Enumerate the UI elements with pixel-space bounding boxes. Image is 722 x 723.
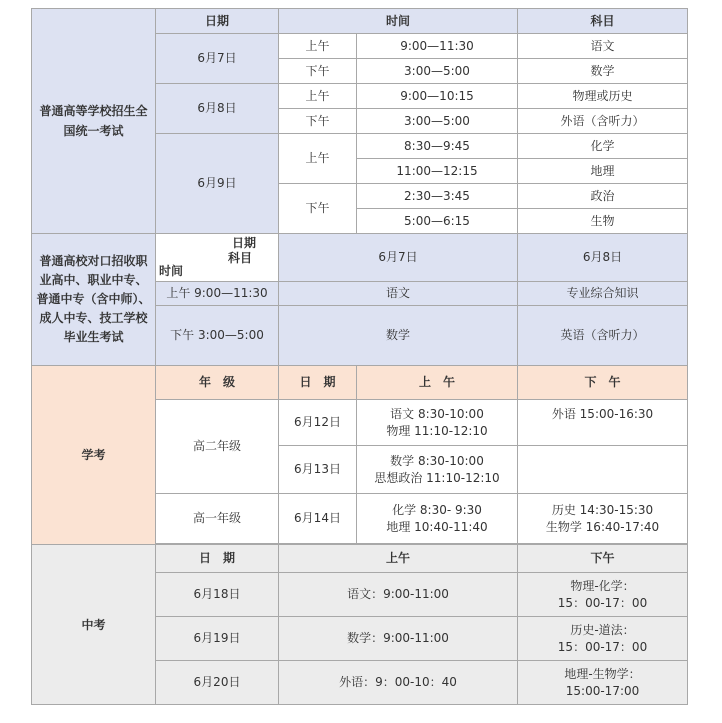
pm-cell (518, 617, 688, 661)
date-cell: 6月19日 (156, 617, 279, 661)
half-cell: 上午 (279, 134, 357, 184)
header-pm: 下 午 (518, 366, 688, 400)
date-cell: 6月12日 (279, 400, 357, 446)
date-cell: 6月9日 (156, 134, 279, 234)
pm-line: 地理-生物学： (564, 666, 641, 681)
am-line: 数学 8:30-10:00 (390, 453, 484, 468)
diag-bottom-label: 时间 (159, 264, 184, 278)
date-cell: 6月8日 (156, 84, 279, 134)
time-cell: 3:00—5:00 (357, 59, 518, 84)
time-cell: 3:00—5:00 (357, 109, 518, 134)
exam-schedule (31, 8, 687, 705)
pm-line: 物理-化学： (570, 578, 635, 593)
section-zhongkao: 中考 (32, 545, 156, 705)
pm-cell (518, 661, 688, 705)
exam-schedule-table (31, 8, 688, 705)
time-cell: 11:00—12:15 (357, 159, 518, 184)
pm-line: 历史-道法： (570, 622, 635, 637)
header-am: 上午 (279, 545, 518, 573)
subject-cell: 政治 (518, 184, 688, 209)
pm-cell (518, 400, 688, 446)
section-xuekao: 学考 (32, 366, 156, 545)
header-date: 日 期 (156, 545, 279, 573)
time-cell: 下午 3:00—5:00 (156, 306, 279, 366)
am-cell (357, 400, 518, 446)
half-cell: 上午 (279, 84, 357, 109)
subject-cell: 地理 (518, 159, 688, 184)
section-gaokao: 普通高等学校招生全国统一考试 (32, 9, 156, 234)
time-cell: 上午 9:00—11:30 (156, 282, 279, 306)
date-header: 6月7日 (279, 234, 518, 282)
am-cell (357, 446, 518, 494)
date-header: 6月8日 (518, 234, 688, 282)
date-cell: 6月13日 (279, 446, 357, 494)
date-cell: 6月20日 (156, 661, 279, 705)
time-cell: 5:00—6:15 (357, 209, 518, 234)
pm-cell (518, 494, 688, 544)
time-cell: 2:30—3:45 (357, 184, 518, 209)
subject-cell: 专业综合知识 (518, 282, 688, 306)
diag-top-label: 日期 (231, 236, 256, 250)
diag-middle-label: 科目 (228, 251, 253, 265)
subject-cell: 语文 (518, 34, 688, 59)
header-am: 上 午 (357, 366, 518, 400)
pm-line: 生物学 16:40-17:40 (545, 519, 660, 534)
diagonal-header-cell (156, 234, 279, 282)
header-grade: 年 级 (156, 366, 279, 400)
am-cell: 数学：9:00-11:00 (279, 617, 518, 661)
am-line: 语文 8:30-10:00 (390, 406, 484, 421)
subject-cell: 外语（含听力） (518, 109, 688, 134)
am-cell (357, 494, 518, 544)
subject-cell: 化学 (518, 134, 688, 159)
time-cell: 9:00—10:15 (357, 84, 518, 109)
date-cell: 6月14日 (279, 494, 357, 544)
header-subject: 科目 (518, 9, 688, 34)
am-line: 化学 8:30- 9:30 (392, 502, 482, 517)
am-line: 思想政治 11:10-12:10 (374, 470, 500, 485)
subject-cell: 生物 (518, 209, 688, 234)
grade-cell: 高二年级 (156, 400, 279, 494)
subject-cell: 语文 (279, 282, 518, 306)
header-date: 日期 (156, 9, 279, 34)
pm-line: 15：00-17：00 (557, 639, 648, 654)
header-pm: 下午 (518, 545, 688, 573)
half-cell: 下午 (279, 109, 357, 134)
pm-cell (518, 446, 688, 494)
am-cell: 外语：9：00-10：40 (279, 661, 518, 705)
half-cell: 下午 (279, 59, 357, 84)
pm-line: 15:00-17:00 (565, 683, 640, 698)
header-time: 时间 (279, 9, 518, 34)
pm-line: 15：00-17：00 (557, 595, 648, 610)
subject-cell: 数学 (518, 59, 688, 84)
am-line: 物理 11:10-12:10 (386, 423, 488, 438)
pm-cell (518, 573, 688, 617)
section-duikou: 普通高校对口招收职业高中、职业中专、普通中专（含中师）、成人中专、技工学校毕业生考试 (32, 234, 156, 366)
subject-cell: 数学 (279, 306, 518, 366)
subject-cell: 英语（含听力） (518, 306, 688, 366)
pm-line: 历史 14:30-15:30 (551, 502, 654, 517)
header-date: 日 期 (279, 366, 357, 400)
time-cell: 8:30—9:45 (357, 134, 518, 159)
am-line: 地理 10:40-11:40 (386, 519, 488, 534)
pm-line: 外语 15:00-16:30 (551, 407, 654, 421)
am-cell: 语文：9:00-11:00 (279, 573, 518, 617)
half-cell: 下午 (279, 184, 357, 234)
time-cell: 9:00—11:30 (357, 34, 518, 59)
subject-cell: 物理或历史 (518, 84, 688, 109)
date-cell: 6月7日 (156, 34, 279, 84)
half-cell: 上午 (279, 34, 357, 59)
grade-cell: 高一年级 (156, 494, 279, 544)
date-cell: 6月18日 (156, 573, 279, 617)
